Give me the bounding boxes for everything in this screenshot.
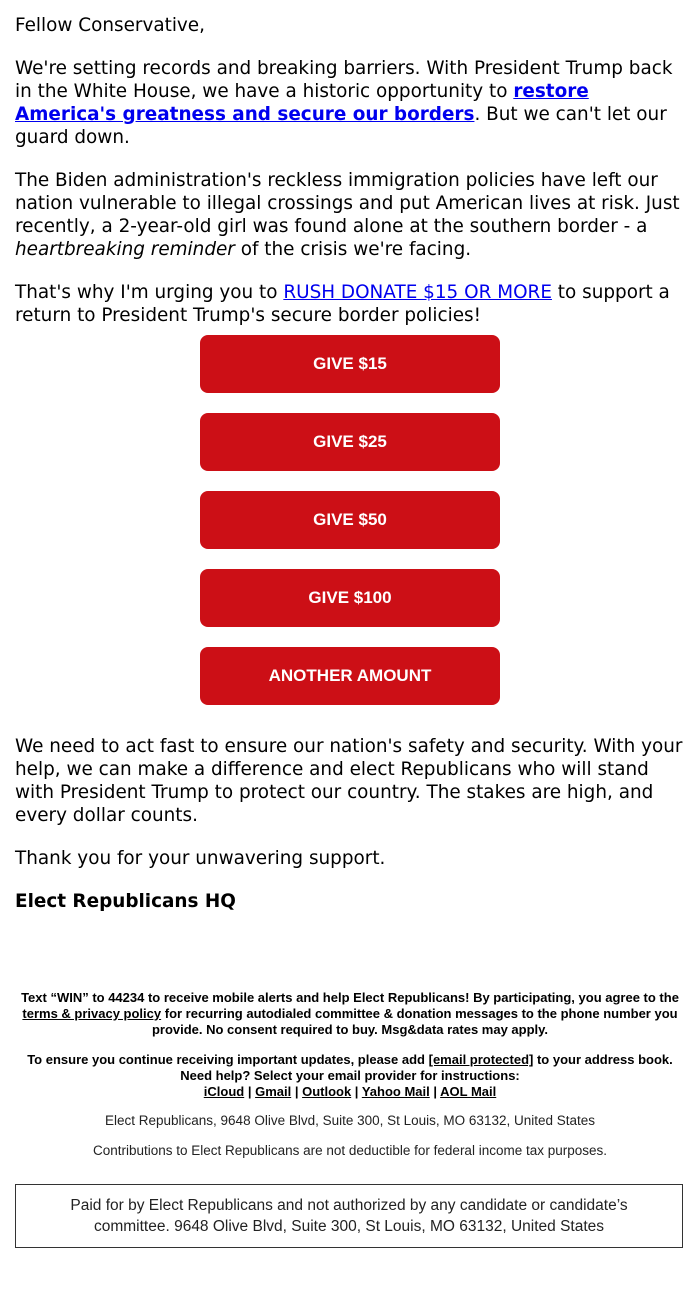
terms-privacy-link[interactable]: terms & privacy policy <box>22 1006 162 1021</box>
separator: | <box>351 1084 362 1099</box>
paragraph-1 <box>15 57 690 149</box>
separator: | <box>244 1084 256 1099</box>
letter-closing <box>15 735 690 933</box>
signature: Elect Republicans HQ <box>15 891 236 912</box>
greeting: Fellow Conservative, <box>15 15 205 36</box>
paragraph-1-text: We're setting records and breaking barriers. With President Trump back in the White House, we have a historic opportunity to <box>15 58 673 102</box>
paid-for-disclaimer <box>15 1184 683 1248</box>
sms-disclaimer <box>15 990 685 1038</box>
give-50-button[interactable]: GIVE $50 <box>200 491 500 549</box>
rush-donate-link[interactable]: RUSH DONATE $15 OR MORE <box>283 282 552 303</box>
paid-for-text: Paid for by Elect Republicans and not authorized by any candidate or candidate’s committee. 9648 Olive Blvd, Suite 300, St Louis, MO 63132, United States <box>70 1197 628 1235</box>
footer <box>15 990 685 1172</box>
paragraph-2-text: The Biden administration's reckless immigration policies have left our nation vulnerable to illegal crossings and put American lives at risk. Just recently, a 2-year-old girl was found alone at the southern border - a <box>15 170 680 237</box>
yahoo-mail-link[interactable]: Yahoo Mail <box>361 1084 430 1099</box>
ensure-tail: to your address book. Need help? Select your email provider for instructions: <box>180 1052 673 1083</box>
address-book-notice <box>15 1052 685 1100</box>
paragraph-1-tail: . But we can't let our guard down. <box>15 104 667 148</box>
restore-greatness-link[interactable]: restore America's greatness and secure our borders <box>15 81 589 125</box>
paragraph-5: Thank you for your unwavering support. <box>15 848 386 869</box>
paragraph-3-tail: to support a return to President Trump's secure border policies! <box>15 282 670 326</box>
separator: | <box>429 1084 441 1099</box>
paragraph-2 <box>15 169 690 261</box>
letter-body <box>15 14 690 347</box>
separator: | <box>291 1084 303 1099</box>
donation-buttons <box>200 335 500 725</box>
paragraph-3 <box>15 281 690 327</box>
give-25-button[interactable]: GIVE $25 <box>200 413 500 471</box>
paragraph-3-text: That's why I'm urging you to <box>15 282 284 303</box>
give-15-button[interactable]: GIVE $15 <box>200 335 500 393</box>
ensure-text: To ensure you continue receiving important updates, please add <box>27 1052 429 1067</box>
sms-tail: for recurring autodialed committee & donation messages to the phone number you provide. No consent required to buy. Msg&data rates may apply. <box>151 1006 678 1037</box>
gmail-link[interactable]: Gmail <box>255 1084 292 1099</box>
aol-mail-link[interactable]: AOL Mail <box>440 1084 497 1099</box>
paragraph-2-tail: of the crisis we're facing. <box>234 239 472 260</box>
icloud-link[interactable]: iCloud <box>203 1084 245 1099</box>
mailing-address: Elect Republicans, 9648 Olive Blvd, Suite 300, St Louis, MO 63132, United States <box>104 1113 596 1128</box>
contributions-notice: Contributions to Elect Republicans are not deductible for federal income tax purposes. <box>92 1143 608 1158</box>
email-protected-link[interactable]: [email protected] <box>428 1052 534 1067</box>
outlook-link[interactable]: Outlook <box>302 1084 352 1099</box>
paragraph-4: We need to act fast to ensure our nation's safety and security. With your help, we can make a difference and elect Republicans who will stand with President Trump to protect our country. The stakes are high, and every dollar counts. <box>15 736 683 826</box>
emphasis-text: heartbreaking reminder <box>15 239 235 260</box>
another-amount-button[interactable]: ANOTHER AMOUNT <box>200 647 500 705</box>
sms-text: Text “WIN” to 44234 to receive mobile alerts and help Elect Republicans! By participating, you agree to the <box>21 990 679 1005</box>
give-100-button[interactable]: GIVE $100 <box>200 569 500 627</box>
